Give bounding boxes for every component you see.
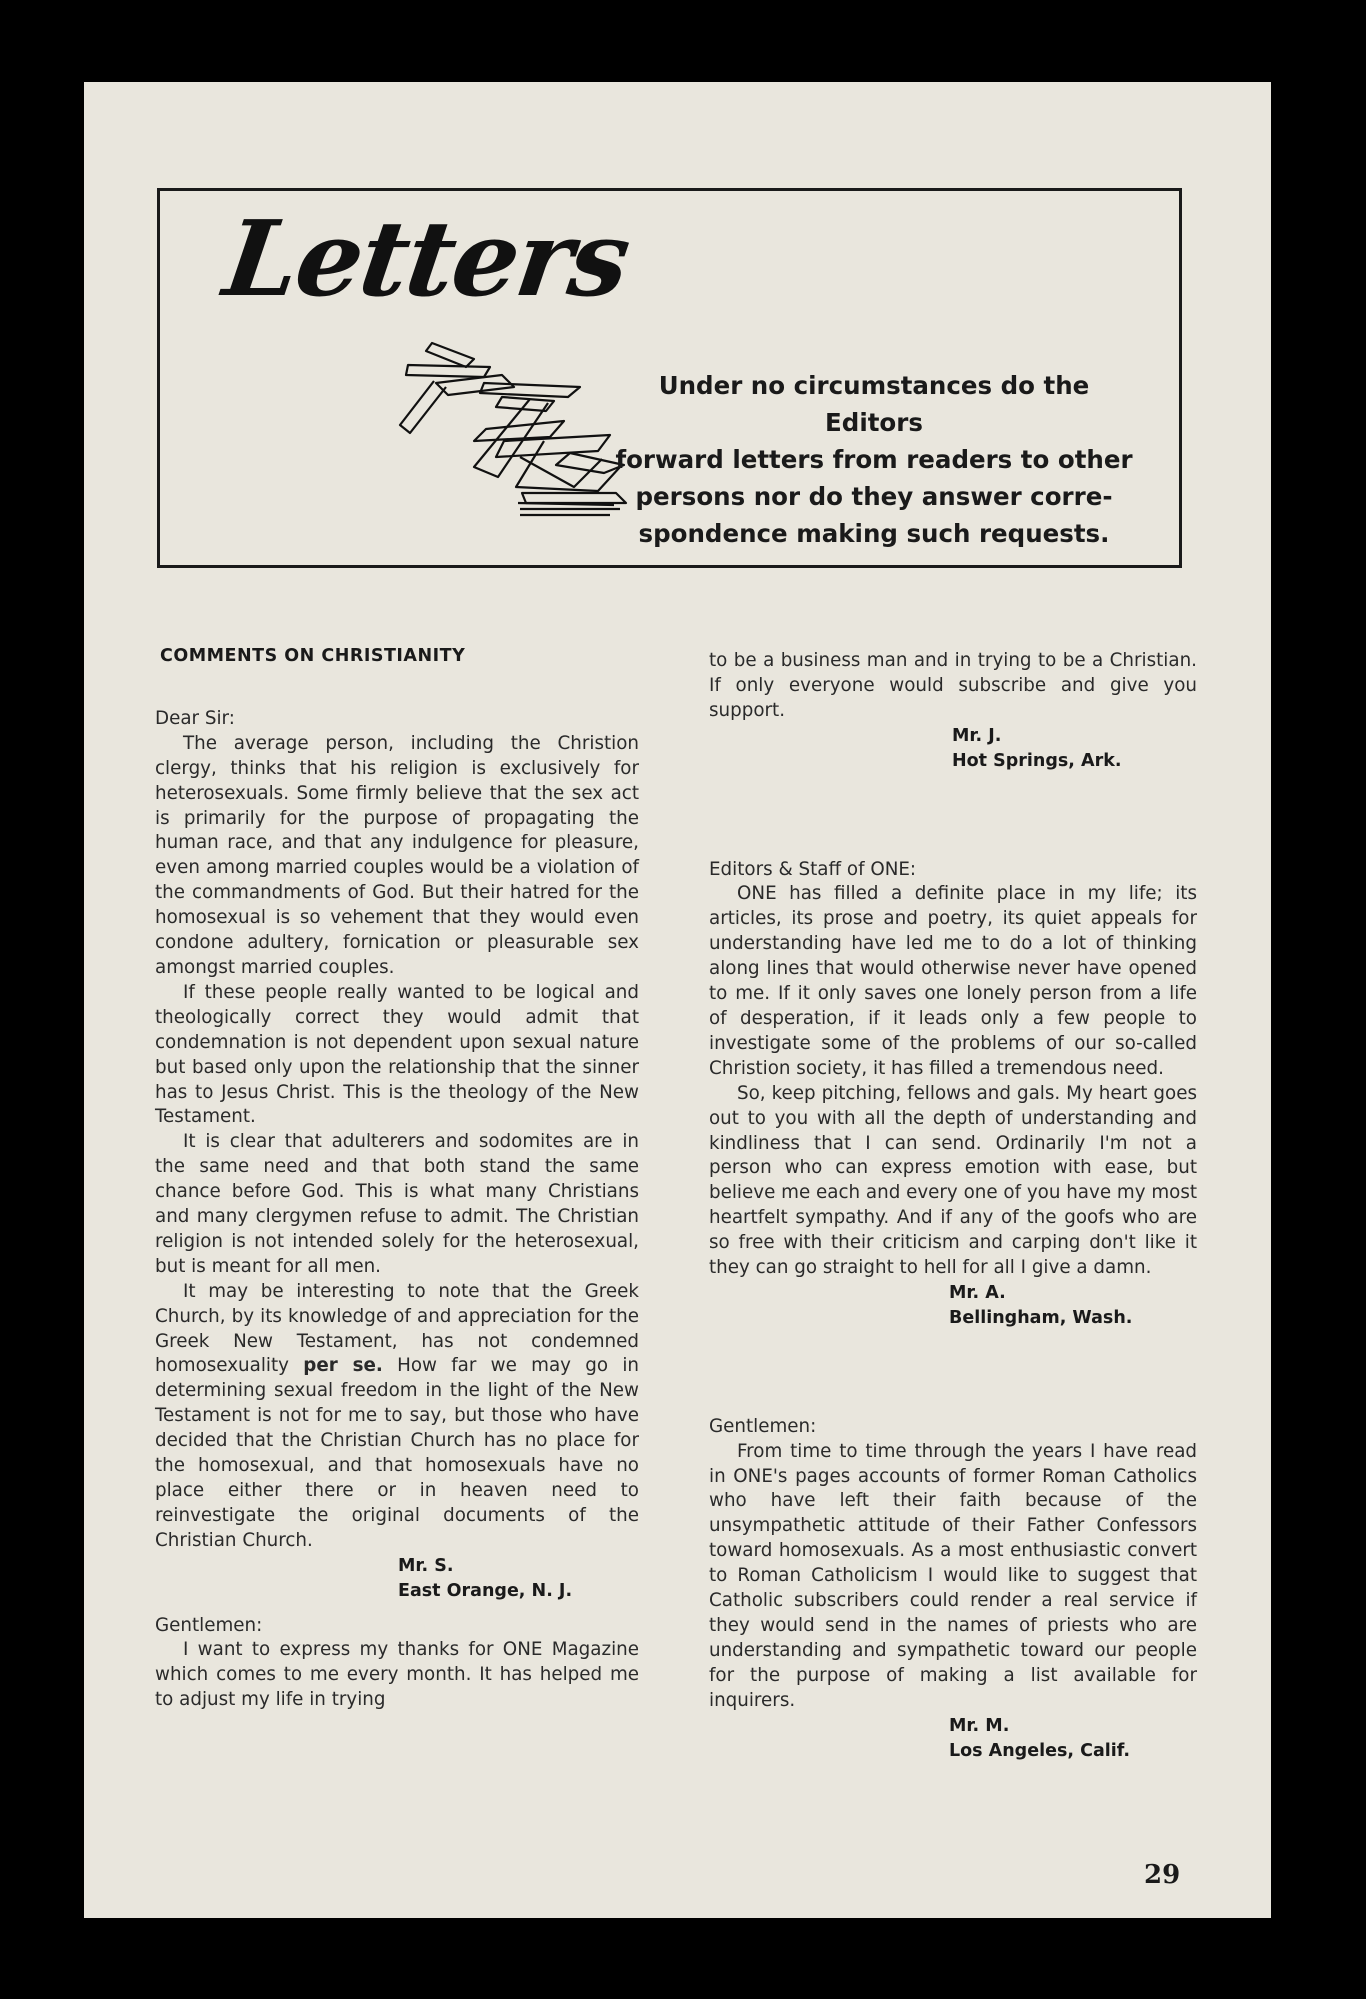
right-column (709, 649, 1197, 1763)
letter-paragraph (155, 1280, 639, 1554)
letter-signature (709, 1281, 1197, 1331)
signature-place: Hot Springs, Ark. (952, 750, 1122, 771)
letter-paragraph: It is clear that adulterers and sodomites are in the same need and that both stand the same chance before God. This is what many Christians and many clergymen refuse to admit. The Christian religion is not intended solely for the heterosexual, but is meant for all men. (155, 1131, 639, 1277)
signature-place: East Orange, N. J. (398, 1580, 573, 1601)
letter-signature (709, 724, 1197, 774)
letter-paragraph: ONE has filled a definite place in my life; its articles, its prose and poetry, its quiet appeals for understanding have led me to do a lot of thinking along lines that would otherwise never have opened to me. If it only saves one lonely person from a life of desperation, if it leads only a few people to investigate some of the problems of our so-called Christion society, it has filled a tremendous need. (709, 883, 1197, 1079)
letter-paragraph: I want to express my thanks for ONE Magazine which comes to me every month. It has helped me to adjust my life in trying (155, 1639, 639, 1711)
left-column (155, 644, 639, 1713)
emphasis-text: per se. (303, 1355, 383, 1377)
letter-paragraph: If these people really wanted to be logical and theologically correct they would admit that condemnation is not dependent upon sexual nature but based only upon the relationship that the sinner has to Jesus Christ. This is the theology of the New Testament. (155, 981, 639, 1128)
letter-paragraph: From time to time through the years I have read in ONE's pages accounts of former Roman Catholics who have left their faith because of the unsympathetic attitude of their Father Confessors toward homosexuals. As a most enthusiastic convert to Roman Catholicism I would like to suggest that Catholic subscribers could render a real service if they would send in the names of priests who are understanding and sympathetic toward our people for the purpose of making a list available for inquirers. (709, 1440, 1197, 1711)
section-heading: COMMENTS ON CHRISTIANITY (160, 646, 466, 666)
paragraph-text: It may be interesting to note that the Greek Church, by its knowledge of and appreciation for the Greek New Testament, has not condemned homosexuality (155, 1280, 639, 1377)
letter-salutation: Dear Sir: (155, 707, 235, 729)
magazine-page (84, 82, 1271, 1918)
signature-name: Mr. M. (949, 1715, 1010, 1736)
notice-line: Under no circumstances do the Editors (658, 371, 1090, 437)
signature-name: Mr. J. (952, 725, 1002, 746)
signature-name: Mr. A. (949, 1282, 1006, 1303)
letter-paragraph: So, keep pitching, fellows and gals. My heart goes out to you with all the depth of understanding and kindliness that I can send. Ordinarily I'm not a person who can express emotion with ease, but believe me each and every one of you have my most heartfelt sympathy. And if any of the goofs who are so free with their criticism and carping don't like it they can go straight to hell for all I give a damn. (709, 1082, 1198, 1279)
letter-signature (709, 1714, 1197, 1764)
notice-line: persons nor do they answer corre- (635, 482, 1113, 511)
letter-salutation: Gentlemen: (709, 1415, 817, 1437)
signature-place: Los Angeles, Calif. (949, 1740, 1131, 1761)
letter-paragraph-continued: to be a business man and in trying to be a Christian. If only everyone would subscribe and give you support. (709, 650, 1197, 721)
notice-line: spondence making such requests. (638, 519, 1110, 548)
letter-salutation: Editors & Staff of ONE: (709, 858, 917, 880)
page-number: 29 (1144, 1860, 1181, 1890)
letter-paragraph: The average person, including the Christion clergy, thinks that his religion is exclusively for heterosexuals. Some firmly believe that the sex act is primarily for the purpose of propagating the human race, and that any indulgence for pleasure, even among married couples would be a violation of the commandments of God. But their hatred for the homosexual is so vehement that they would even condone adultery, fornication or pleasurable sex amongst married couples. (155, 732, 639, 978)
notice-line: forward letters from readers to other (615, 445, 1133, 474)
editors-notice (614, 367, 1134, 552)
letter-signature (155, 1554, 639, 1604)
letters-title: Letters (217, 197, 636, 320)
signature-place: Bellingham, Wash. (949, 1307, 1133, 1328)
letter-salutation: Gentlemen: (155, 1614, 263, 1636)
signature-name: Mr. S. (398, 1555, 454, 1576)
paragraph-text: How far we may go in determining sexual freedom in the light of the New Testament is not for me to say, but those who have decided that the Christian Church has no place for the homosexual, and that homosexuals have no place either there or in heaven need to reinvestigate the original documents of the Christian Church. (155, 1355, 640, 1551)
